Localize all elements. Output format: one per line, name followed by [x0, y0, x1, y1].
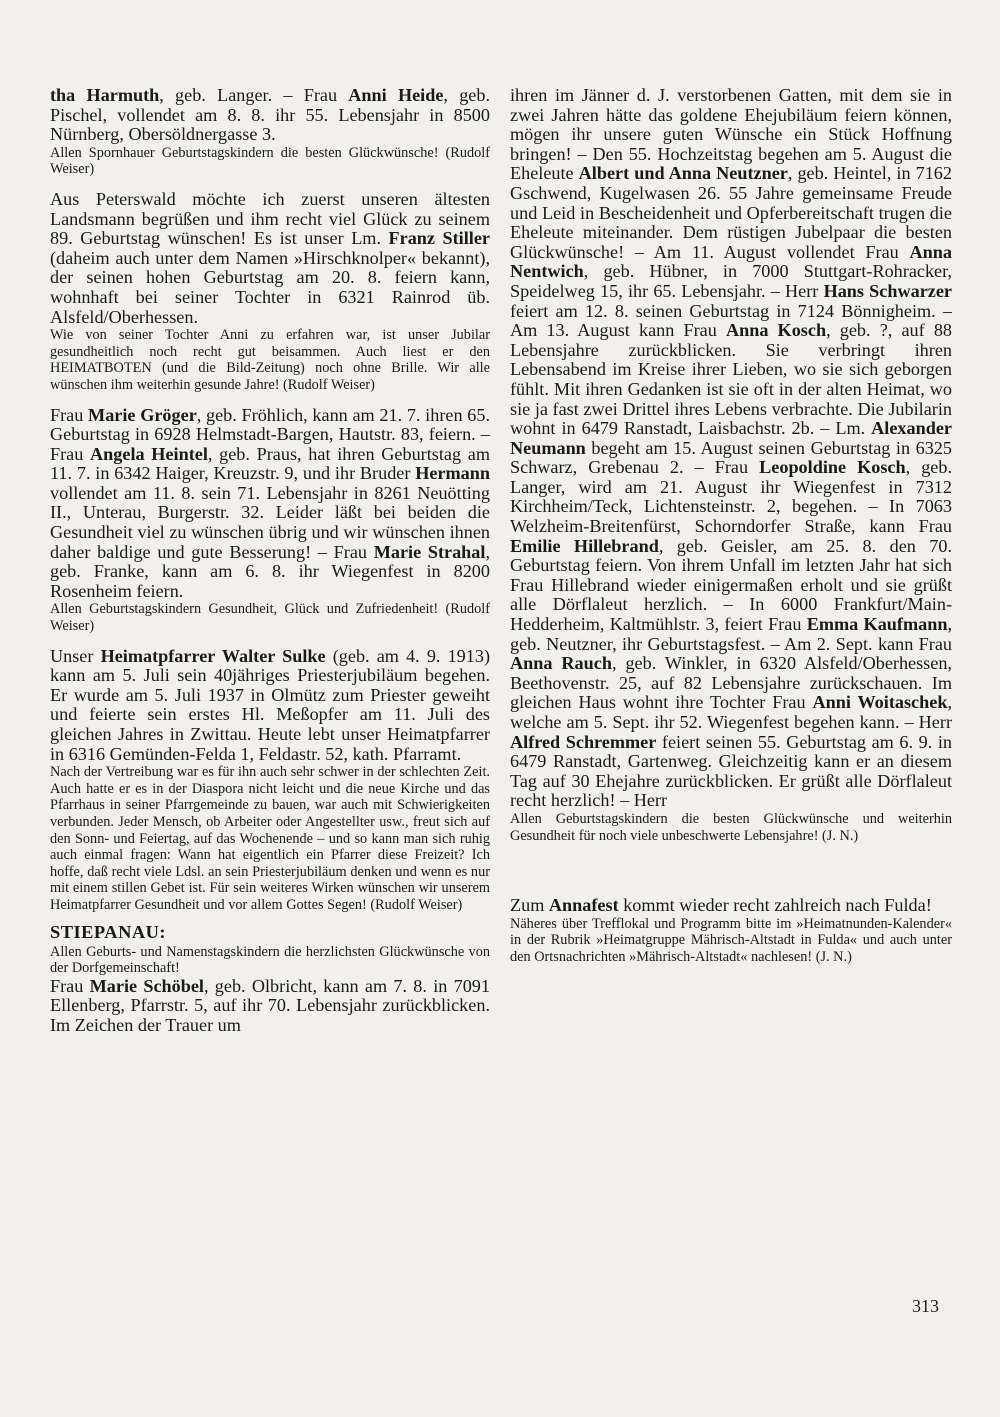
text-run: , geb. Fröhlich, kann am 21. 7. ihren 65. Geburtstag in 6928 Helmstadt-Bargen, Hautstr. 83, feiern. – Frau: [50, 404, 490, 464]
name-bold: Emilie Hillebrand: [510, 535, 659, 556]
name-bold: Heimatpfarrer Walter Sulke: [100, 645, 326, 666]
name-bold: Anni Woitaschek: [812, 692, 948, 713]
name-bold: Annafest: [548, 895, 619, 916]
name-bold: Leopoldine Kosch: [759, 457, 906, 478]
name-bold: Marie Schöbel: [89, 975, 204, 996]
text-run: , geb. Pischel, vollendet am 8. 8. ihr 55. Lebensjahr in 8500 Nürnberg, Obersöldnergasse 3.: [50, 85, 491, 145]
spornhau-greeting: Allen Spornhauer Geburtstagskindern die besten Glückwünsche! (Rudolf Weiser): [50, 144, 490, 178]
text-run: feiert seinen 55. Geburtstag am 6. 9. in 6479 Ranstadt, Gartenweg. Gleichzeitig kann er an diesem Tag auf 30 Ehejahre zurückblicken. Er grüßt alle Dörflaleut recht herzlich! – Herr: [510, 731, 952, 811]
name-bold: Anna Kosch: [725, 320, 827, 341]
text-run: , geb. Geisler, am 25. 8. den 70. Geburtstag feiern. Von ihrem Unfall im letzten Jahr hat sich Frau Hillebrand wieder einigermaßen erholt und sie grüßt alle Dörflaleut herzlich. – In 6000 Frankfurt/Main-Hedderheim, Kaltmühlstr. 3, feiert Frau: [510, 535, 953, 635]
peterswald-note: Wie von seiner Tochter Anni zu erfahren war, ist unser Jubilar gesundheitlich noch recht gut beisammen. Auch liest er den HEIMATBOTEN (und die Bild-Zeitung) noch ohne Brille. Wir alle wünschen ihm weiterhin gesunde Jahre! (Rudolf Weiser): [50, 327, 490, 393]
text-run: vollendet am 11. 8. sein 71. Lebensjahr in 8261 Neuötting II., Unterau, Burgerstr. 32. Leider läßt bei beiden die Gesundheit viel zu wünschen übrig und wir wünschen ihnen daher baldige und gute Besserung! – Frau: [50, 482, 490, 562]
name-bold: Angela Heintel: [90, 443, 208, 464]
text-run: , geb. Franke, kann am 6. 8. ihr Wiegenfest in 8200 Rosenheim feiern.: [50, 541, 490, 601]
birthdays-paragraph: [50, 406, 490, 602]
stiepanau-greeting: Allen Geburts- und Namenstagskindern die herzlichsten Glückwünsche von der Dorfgemeinschaft!: [50, 943, 490, 977]
birthdays-greeting: Allen Geburtstagskindern Gesundheit, Glück und Zufriedenheit! (Rudolf Weiser): [50, 601, 490, 635]
text-run: feiert am 12. 8. seinen Geburtstag in 7124 Bönnigheim. – Am 13. August kann Frau: [510, 300, 952, 341]
text-run: Frau: [50, 404, 89, 425]
page-number: 313: [912, 1296, 939, 1316]
name-bold: Hans Schwarzer: [823, 280, 952, 301]
text-run: (geb. am 4. 9. 1913) kann am 5. Juli sein 40jähriges Priesterjubiläum begehen. Er wurde am 5. Juli 1937 in Olmütz zum Priester geweiht und feierte sein erstes Hl. Meßopfer am 11. Juli des gleichen Jahres in Zwittau. Heute lebt unser Heimatpfarrer in 6316 Gemünden-Felda 1, Feldastr. 52, kath. Pfarramt.: [50, 645, 491, 764]
text-run: Frau: [50, 975, 90, 996]
text-run: , geb. Langer, wird am 21. August ihr Wiegenfest in 7312 Kirchheim/Teck, Lichtensteinstr. 2, begehen. – In 7063 Welzheim-Breitenfürst, Schorndorfer Straße, kann Frau: [510, 457, 953, 537]
jubilee-greeting: Allen Geburtstagskindern die besten Glückwünsche und weiterhin Gesundheit für noch viele unbeschwerte Lebensjahre! (J. N.): [510, 810, 952, 844]
name-bold: Anna Nentwich: [510, 241, 952, 282]
text-run: Unser: [50, 645, 101, 666]
schoebel-paragraph: [50, 977, 490, 1036]
name-bold: Anna Rauch: [510, 653, 612, 674]
text-run: , geb. Neutzner, ihr Geburtstagsfest. – Am 2. Sept. kann Frau: [510, 614, 952, 654]
text-run: , geb. Hübner, in 7000 Stuttgart-Rohracker, Speidelweg 15, ihr 65. Lebensjahr. – Herr: [510, 261, 952, 301]
name-bold: Marie Gröger: [88, 404, 197, 425]
text-run: begeht am 15. August seinen Geburtstag in 6325 Schwarz, Grebenau 2. – Frau: [510, 437, 952, 478]
right-column: [510, 86, 952, 966]
section-heading-stiepanau: STIEPANAU:: [50, 921, 167, 942]
name-bold: Emma Kaufmann: [806, 614, 948, 635]
left-column: [50, 86, 490, 1036]
name-bold: Anni Heide: [348, 85, 444, 105]
name-bold: tha Harmuth: [50, 85, 160, 105]
name-bold: Franz Stiller: [388, 228, 490, 249]
name-bold: Albert und Anna Neutzner: [578, 163, 788, 184]
name-bold: Marie Strahal: [373, 541, 486, 562]
text-run: Aus Peterswald möchte ich zuerst unseren ältesten Landsmann begrüßen und ihm recht viel Glück zu seinem 89. Geburtstag wünschen! Es ist unser Lm.: [50, 188, 490, 249]
pfarrer-paragraph: [50, 647, 490, 765]
text-run: (daheim auch unter dem Namen »Hirschknolper« bekannt), der seinen hohen Geburtstag am 20. 8. feiern kann, wohnhaft bei seiner Tochter in 6321 Rainrod üb. Alsfeld/Oberhessen.: [50, 247, 490, 327]
text-run: ihren im Jänner d. J. verstorbenen Gatten, mit dem sie in zwei Jahren hätte das goldene Ehejubiläum feiern können, mögen ihr unsere guten Wünsche ein Stück Hoffnung bringen! – Den 55. Hochzeitstag begehen am 5. August die Eheleute: [510, 85, 952, 184]
text-run: , geb. Praus, hat ihren Geburtstag am 11. 7. in 6342 Haiger, Kreuzstr. 9, und ihr Bruder: [50, 443, 490, 484]
text-run: , geb. Olbricht, kann am 7. 8. in 7091 Ellenberg, Pfarrstr. 5, auf ihr 70. Lebensjahr zurückblicken. Im Zeichen der Trauer um: [50, 975, 490, 1035]
peterswald-paragraph: [50, 190, 490, 327]
text-run: , geb. Winkler, in 6320 Alsfeld/Oberhessen, Beethovenstr. 25, auf 82 Lebensjahre zurückschauen. Im gleichen Haus wohnt ihre Tochter Frau: [510, 653, 952, 713]
annafest-note: Näheres über Trefflokal und Programm bitte im »Heimatnunden-Kalender« in der Rubrik »Heimatgruppe Mährisch-Altstadt in Fulda« und auch unter den Ortsnachrichten »Mährisch-Altstadt« nachlesen! (J. N.): [510, 915, 952, 965]
text-run: kommt wieder recht zahlreich nach Fulda!: [618, 895, 932, 916]
name-bold: Alexander Neumann: [510, 418, 952, 458]
name-bold: Hermann: [415, 463, 490, 484]
pfarrer-note: Nach der Vertreibung war es für ihn auch sehr schwer in der schlechten Zeit. Auch hatte er es in der Diaspora nicht leicht und die neue Kirche und das Pfarrhaus in seiner Pfarrgemeinde zu bauen, war auch mit Schwierigkeiten verbunden. Jeder Mensch, ob Arbeiter oder Angestellter usw., freut sich auf den Sonn- und Feiertag, auf das Wochenende – und so kann man sich ruhig auch einmal fragen: Wann hat eigentlich ein Pfarrer diese Freizeit? Ich hoffe, daß recht viele Ldsl. an sein Priesterjubiläum denken und wenn es nur mit einem stillen Gebet ist. Für sein weiteres Wirken wünschen wir unserem Heimatpfarrer Gesundheit und vor allem Gottes Segen! (Rudolf Weiser): [50, 764, 490, 913]
annafest-paragraph: [510, 896, 952, 916]
text-run: Zum: [510, 895, 549, 916]
text-run: , geb. Heintel, in 7162 Gschwend, Kugelwasen 26. 55 Jahre gemeinsame Freude und Leid in Bescheidenheit und Opferbereitschaft trugen die Eheleute miteinander. Dem rüstigen Jubelpaar die besten Glückwünsche! – Am 11. August vollendet Frau: [510, 163, 952, 262]
name-bold: Alfred Schremmer: [510, 731, 657, 752]
text-run: , welche am 5. Sept. ihr 52. Wiegenfest begehen kann. – Herr: [510, 692, 952, 732]
text-run: , geb. ?, auf 88 Lebensjahre zurückblicken. Sie verbringt ihren Lebensabend im Kreise ihrer Lieben, wo sie sich geborgen fühlt. Mit ihren Gedanken ist sie oft in der alten Heimat, wo sie ja fast zwei Drittel ihres Lebens verbrachte. Die Jubilarin wohnt in 6479 Ranstadt, Laisbachstr. 2b. – Lm.: [510, 320, 953, 439]
spornhau-paragraph: [50, 86, 490, 145]
text-run: , geb. Langer. – Frau: [159, 85, 349, 105]
jubilee-paragraph: [510, 86, 952, 811]
